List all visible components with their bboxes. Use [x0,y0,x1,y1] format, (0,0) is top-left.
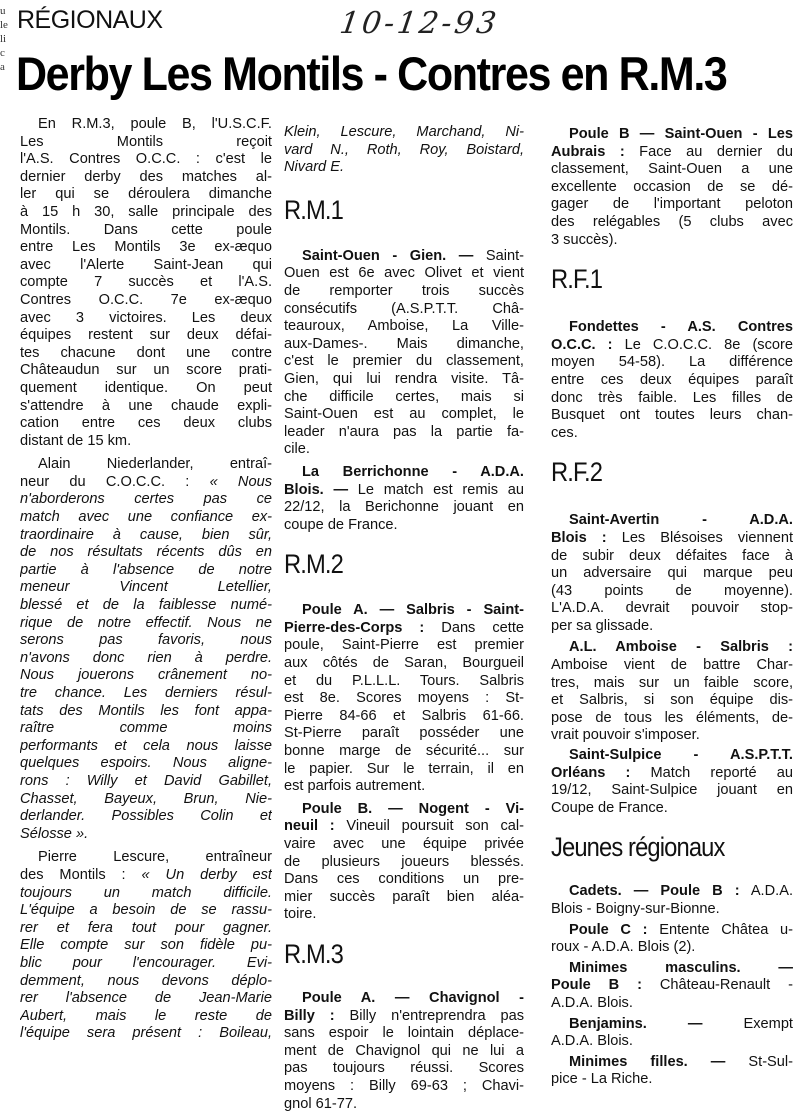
text-line: raître comme moins [20,720,272,737]
paragraph-saint-sulpice-orleans [551,747,793,817]
margin-fragment-line: le [0,19,8,31]
text-line: rer et fera tout pour gagner. [20,919,272,936]
paragraph-salbris-saint-pierre [284,602,524,796]
section-title-rf2: R.F.2 [551,457,603,488]
text-line: équipes restent sur deux défai- [20,327,272,344]
text-line: Blois - Boigny-sur-Bionne. [551,901,720,917]
margin-fragment [0,4,10,74]
text-line: Saint-Ouen - Gien. — Saint- [302,247,524,264]
text-line: tre chance. Les derniers résul- [20,685,272,701]
text-line: 22/12, la Berichonne jouant en [284,499,524,516]
text-line: meneur Vincent Letellier, [20,579,272,596]
text-line: de remporter trois succès [284,282,524,299]
section-title-rm1: R.M.1 [284,194,343,225]
text-line: poule, Saint-Pierre est premier [284,637,524,654]
section-title-rf1: R.F.1 [551,264,603,295]
paragraph-chavignol-billy [284,990,524,1113]
text-line: Blois. — Le match est remis au [284,481,524,498]
text-line: Aubert, mais le reste de [20,1007,272,1024]
text-line: n'avons donc rien à perdre. [20,649,272,666]
text-line: partie à l'absence de notre [20,561,272,578]
text-line: Contres O.C.C. 7e ex-æquo [20,291,272,308]
text-line: excellente occasion de se dé- [551,178,793,195]
paragraph-minimes-masculins [551,960,793,1013]
text-line: Pierre Lescure, entraîneur [38,849,272,866]
text-line: vrait pouvoir s'imposer. [551,727,700,744]
text-line: Blois : Les Blésoises viennent [551,529,793,546]
text-line: ces. [551,424,578,441]
text-line: quelques espoirs. Nous aligne- [20,755,272,772]
column-1 [20,116,272,1043]
text-line: pice - La Riche. [551,1071,653,1088]
text-line: Saint-Sulpice - A.S.P.T.T. [569,747,793,764]
text-line: ment de Chavignol qui ne lui a [284,1042,524,1059]
section-title-rm3: R.M.3 [284,938,343,969]
text-line: A.D.A. Blois. [551,1033,633,1050]
text-line: pose de tous les éléments, de- [551,709,793,726]
paragraph-intro [20,116,272,450]
text-line: Minimes masculins. — [569,959,793,976]
text-line: Busquet ont toutes leurs chan- [551,407,793,424]
text-line: et Salbris, si son équipe dis- [551,692,793,709]
text-line: le papier. Sur le terrain, il en [284,760,524,777]
text-line: Nivard E. [284,159,345,176]
paragraph-saint-ouen-gien [284,248,524,459]
margin-fragment-line: u [0,5,6,17]
text-line: En R.M.3, poule B, l'U.S.C.F. [38,116,272,132]
text-line: serons pas favoris, nous [20,632,272,649]
text-line: moyens : Billy 69-63 ; Chavi- [284,1077,524,1094]
text-line: l'équipe sera présent : Boileau, [20,1025,272,1042]
paragraph-fondettes-contres [551,319,793,442]
text-line: Poule B. — Nogent - Vi- [302,800,524,817]
text-line: Poule A. — Salbris - Saint- [302,602,524,619]
text-line: Poule C : Entente Châtea u- [569,921,793,938]
text-line: et du P.L.L.L. Tours. Salbris [284,672,524,689]
text-line: n'aborderons certes pas ce [20,491,272,508]
text-line: avec 3 victoires. Les deux [20,309,272,326]
handwritten-date: 10-12-93 [337,6,502,41]
text-line: leader n'aura pas la partie fa- [284,423,524,440]
text-line: des relégables (5 clubs avec [551,213,793,230]
paragraph-niederlander [20,456,272,843]
text-line: blessé et de la faiblesse numé- [20,597,272,614]
text-line: l'A.S. Contres O.C.C. : c'est le [20,151,272,168]
text-line: A.D.A. Blois. [551,994,633,1011]
text-line: che difficile certes, mais si [284,388,524,405]
text-line: La Berrichonne - A.D.A. [302,463,524,480]
paragraph-nogent-vineuil [284,801,524,924]
text-line: Sélosse ». [20,825,89,842]
text-line: O.C.C. : Le C.O.C.C. 8e (score [551,336,793,353]
text-line: St-Pierre paraît posséder une [284,725,524,742]
text-line: Alain Niederlander, entraî- [38,456,272,473]
text-line: c'est le premier du classement, [284,353,524,370]
text-line: dernier derby des matches al- [20,168,272,185]
column-3 [551,126,793,1089]
text-line: sans espoir le lointain déplace- [284,1025,524,1042]
text-line: bonne marge de sécurité... sur [284,743,524,760]
text-line: entre ces deux équipes paraît [551,371,793,388]
text-line: traordinaire à cause, bien sûr, [20,526,272,543]
text-line: à 15 h 30, salle principale des [20,203,272,220]
text-line: blic pour l'encourager. Evi- [20,954,272,971]
text-line: Billy : Billy n'entreprendra pas [284,1007,524,1024]
text-line: est parfois autrement. [284,778,426,795]
text-line: aux-Dames-. Mais dimanche, [284,335,524,352]
text-line: neuil : Vineuil poursuit son cal- [284,818,524,835]
text-line: est 8e. Scores moyens : St- [284,690,524,707]
text-line: classement, Saint-Ouen a une [551,161,793,178]
text-line: toire. [284,906,317,923]
paragraph-minimes-filles [551,1054,793,1089]
text-line: cile. [284,441,310,458]
text-line: Coupe de France. [551,799,668,816]
text-line: demment, nous devons déplo- [20,972,272,989]
text-line: rique de notre effectif. Nous ne [20,614,272,631]
section-rubric: RÉGIONAUX [17,6,163,34]
text-line: Benjamins. — Exempt [569,1015,793,1032]
text-line: Elle compte sur son fidèle pu- [20,937,272,954]
text-line: Les Montils reçoit [20,133,272,150]
paragraph-lescure [20,849,272,1043]
text-line: A.L. Amboise - Salbris : [569,639,793,656]
text-line: per sa glissade. [551,617,654,634]
text-line: neur du C.O.C.C. : « Nous [20,473,272,490]
text-line: Fondettes - A.S. Contres [569,319,793,336]
text-line: vaire avec une équipe privée [284,836,524,852]
text-line: 3 succès). [551,231,618,248]
text-line: rons : Willy et David Gabillet, [20,772,272,789]
article-headline: Derby Les Montils - Contres en R.M.3 [16,47,727,100]
text-line: de subir deux défaites face à [551,547,793,564]
paragraph-poule-c [551,922,793,957]
text-line: Pierre 84-66 et Salbris 61-66. [284,707,524,724]
text-line: consécutifs (A.S.P.T.T. Châ- [284,300,524,317]
text-line: performants et cela nous laisse [20,737,272,754]
text-line: teauroux, Amboise, La Ville- [284,318,524,335]
text-line: Saint-Ouen est au complet, le [284,406,524,423]
section-title-jeunes-regionaux: Jeunes régionaux [551,832,725,863]
paragraph-saint-avertin-blois [551,512,793,635]
text-line: mier succès paraît bien aléa- [284,888,524,905]
margin-fragment-line: a [0,61,5,73]
text-line: Châteaudun sur un score prati- [20,362,272,379]
text-line: gager de l'important peloton [551,196,793,213]
text-line: de plusieurs joueurs blessés. [284,853,524,870]
text-line: un adversaire qui marque peu [551,565,793,582]
text-line: s'attendre à une chaude expli- [20,397,272,414]
paragraph-amboise-salbris [551,639,793,745]
text-line: Aubrais : Face au dernier du [551,143,793,160]
section-title-rm2: R.M.2 [284,549,343,580]
margin-fragment-line: c [0,47,5,59]
text-line: match avec une confiance ex- [20,509,272,526]
text-line: Poule A. — Chavignol - [302,989,524,1006]
column-2 [284,124,524,1113]
text-line: donc très faible. Les filles de [551,389,793,406]
paragraph-saint-ouen-aubrais [551,126,793,249]
text-line: Minimes filles. — St-Sul- [569,1053,793,1070]
text-line: derlander. Possibles Colin et [20,808,272,825]
text-line: coupe de France. [284,516,398,533]
text-line: toujours un match difficile. [20,884,272,901]
paragraph-cadets [551,883,793,918]
text-line: (43 points de moyenne). [551,582,793,599]
text-line: 19/12, Saint-Sulpice jouant en [551,782,793,799]
text-line: Dans ces conditions un pre- [284,871,524,888]
text-line: L'A.D.A. devrait pouvoir stop- [551,600,793,617]
text-line: compte 7 succès et l'A.S. [20,274,272,291]
text-line: Pierre-des-Corps : Dans cette [284,619,524,636]
paragraph-berrichonne-blois [284,464,524,534]
text-line: L'équipe a besoin de se rassu- [20,902,272,919]
text-line: des Montils : « Un derby est [20,866,272,883]
text-line: tats des Montils les font appa- [20,702,272,719]
text-line: Gien, qui lui rendra visite. Tâ- [284,370,524,387]
text-line: tres, mais sur un faible score, [551,674,793,691]
text-line: tes chacune dont une contre [20,344,272,361]
text-line: moyen 54-58). La différence [551,354,793,371]
text-line: Ouen est 6e avec Olivet et vient [284,265,524,282]
text-line: entre Les Montils 3e ex-æquo [20,239,272,256]
text-line: cation entre ces deux clubs [20,415,272,432]
text-line: Chasset, Bayeux, Brun, Nie- [20,790,272,807]
text-line: gnol 61-77. [284,1095,358,1112]
text-line: aux côtés de Saran, Bourgueil [284,655,524,672]
text-line: rer l'absence de Jean-Marie [20,990,272,1007]
paragraph-continuation [284,124,524,177]
text-line: Cadets. — Poule B : A.D.A. [569,883,793,900]
text-line: distant de 15 km. [20,432,132,449]
text-line: Amboise vient de battre Char- [551,657,793,674]
text-line: quement identique. On peut [20,379,272,396]
text-line: Poule B : Château-Renault - [551,977,793,994]
paragraph-benjamins [551,1016,793,1051]
text-line: vard N., Roth, Roy, Boistard, [284,141,524,158]
margin-fragment-line: li [0,33,7,45]
text-line: de nos résultats récents dûs en [20,544,272,561]
text-line: roux - A.D.A. Blois (2). [551,939,696,956]
text-line: Montils. Dans cette poule [20,221,272,238]
text-line: avec l'Alerte Saint-Jean qui [20,256,272,273]
text-line: Orléans : Match reporté au [551,764,793,781]
text-line: ler qui se déroulera dimanche [20,186,272,203]
text-line: Saint-Avertin - A.D.A. [569,512,793,529]
text-line: pas toujours réussi. Scores [284,1060,524,1077]
text-line: Klein, Lescure, Marchand, Ni- [284,124,524,140]
text-line: Poule B — Saint-Ouen - Les [569,126,793,142]
text-line: Nous jouerons crânement no- [20,667,272,684]
